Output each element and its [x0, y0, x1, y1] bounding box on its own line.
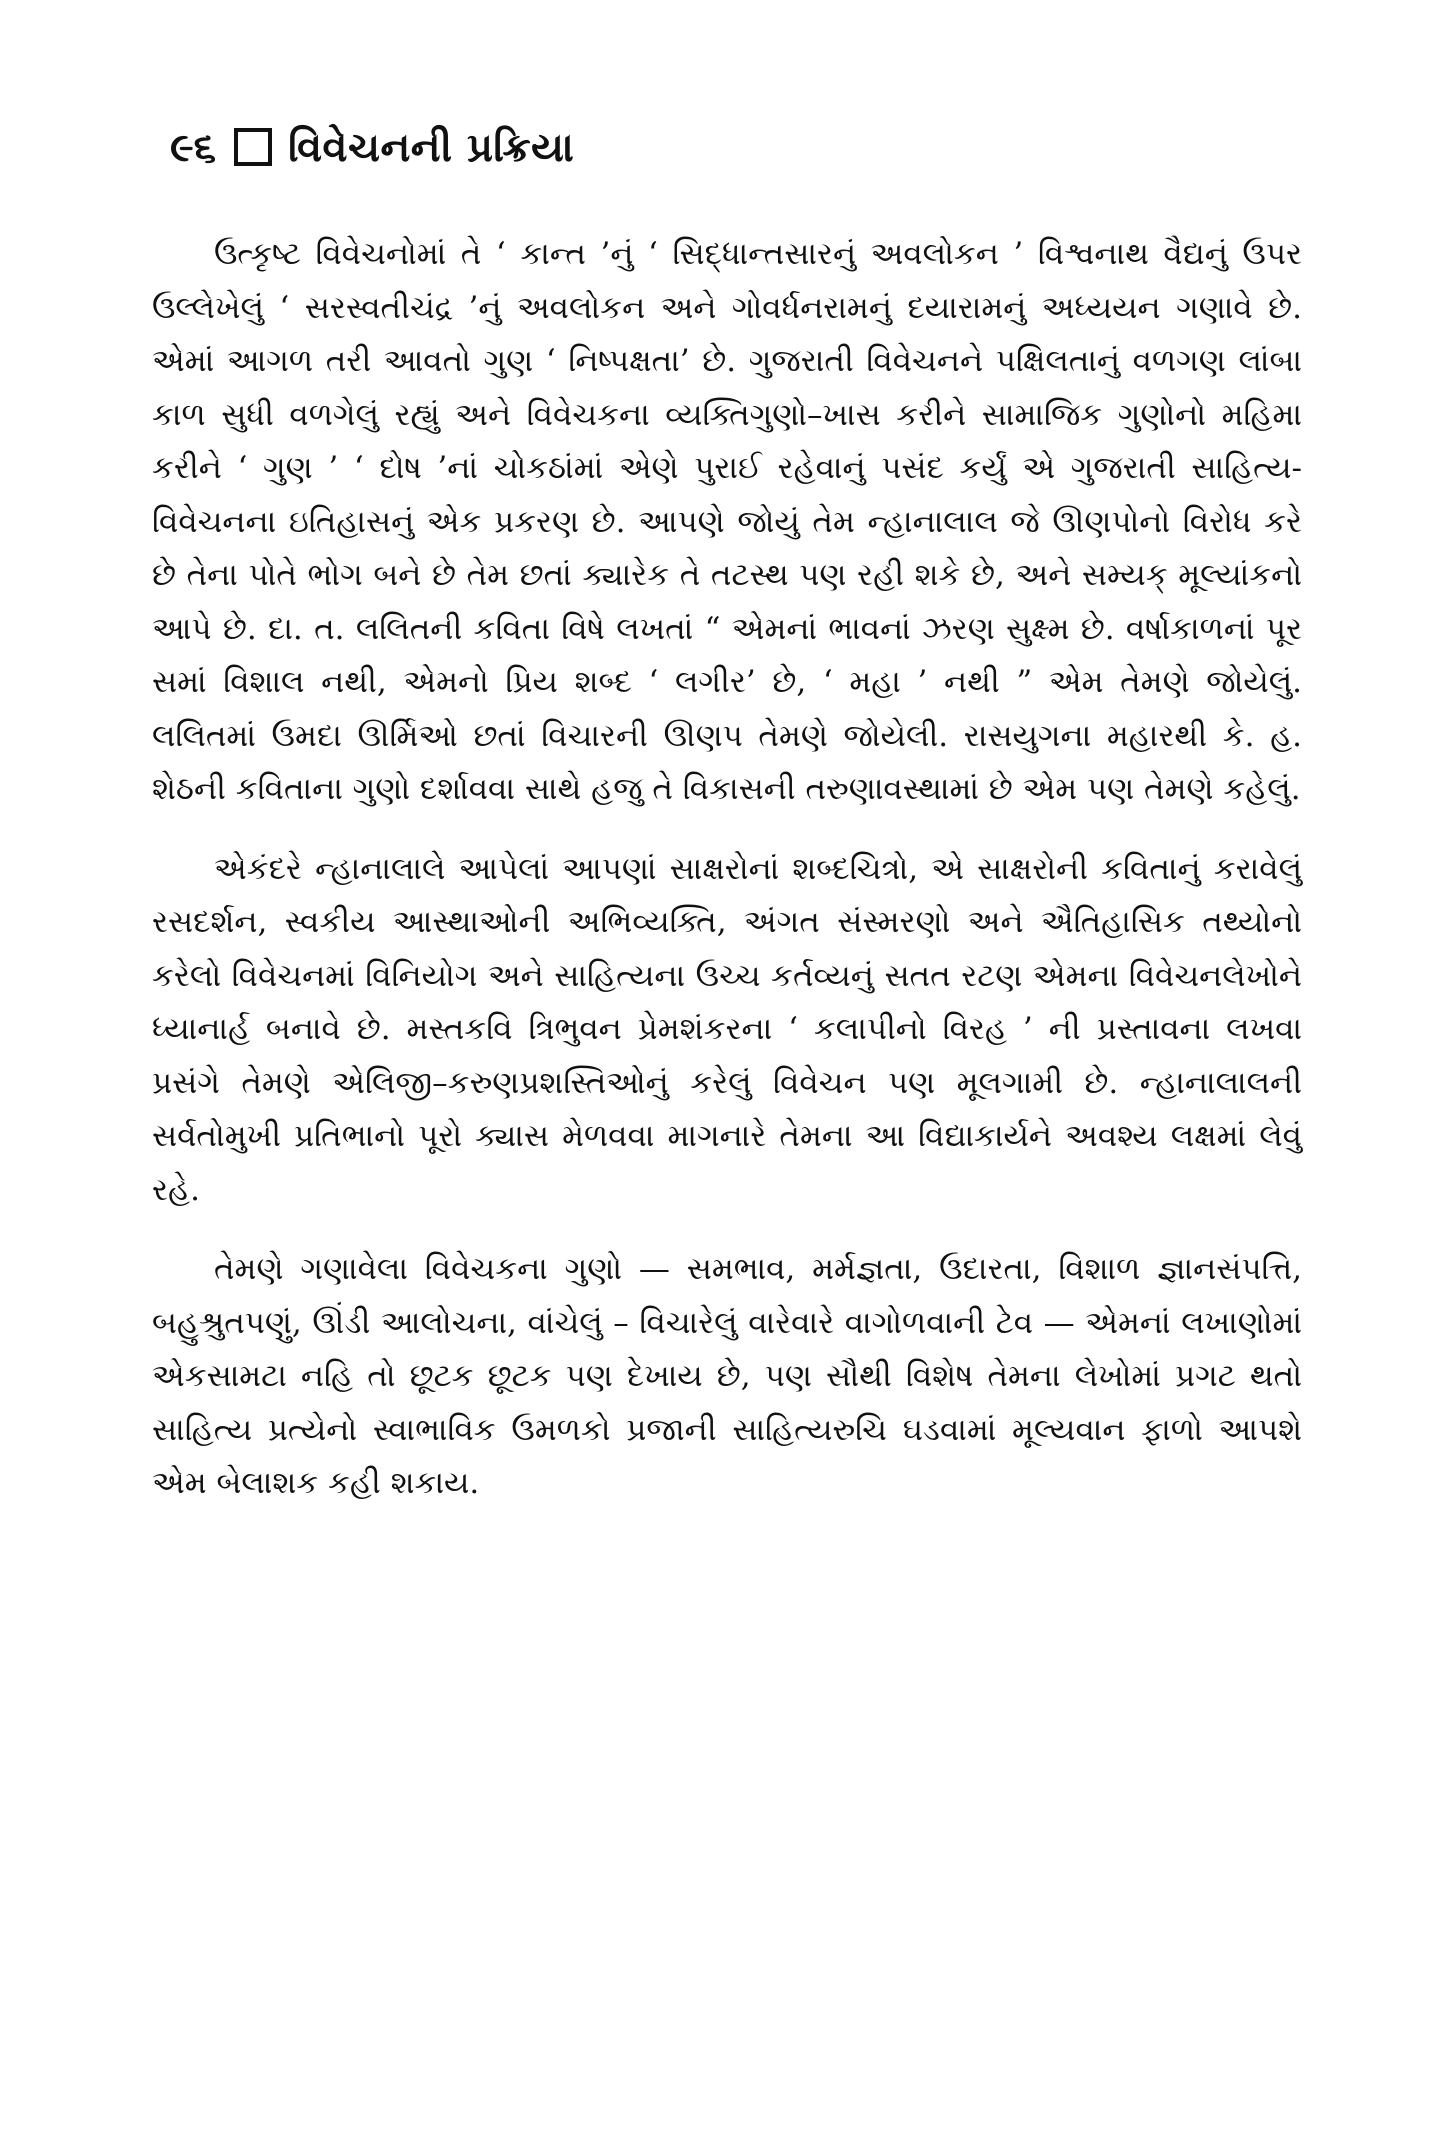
paragraph-3: તેમણે ગણાવેલા વિવેચકના ગુણો — સમભાવ, મર્મજ્ઞતા, ઉદારતા, વિશાળ જ્ઞાનસંપત્તિ, બહુશ્રુતપણું, ઊંડી આલોચના, વાંચેલું – વિચારેલું વારેવારે વાગોળવાની ટેવ — એમનાં લખાણોમાં એકસામટા નહિ તો છૂટક છૂટક પણ દેખાય છે, પણ સૌથી વિશેષ તેમના લેખોમાં પ્રગટ થતો સાહિત્ય પ્રત્યેનો સ્વાભાવિક ઉમળકો પ્રજાની સાહિત્યરુચિ ઘડવામાં મૂલ્યવાન ફાળો આપશે એમ બેલાશક કહી શકાય.	[152, 1251, 1302, 1501]
header-square-ornament	[234, 128, 272, 166]
paragraph-2: એકંદરે ન્હાનાલાલે આપેલાં આપણાં સાક્ષરોનાં શબ્દચિત્રો, એ સાક્ષરોની કવિતાનું કરાવેલું રસદર્શન, સ્વકીય આસ્થાઓની અભિવ્યક્તિ, અંગત સંસ્મરણો અને ઐતિહાસિક તથ્યોનો કરેલો વિવેચનમાં વિનિયોગ અને સાહિત્યના ઉચ્ચ કર્તવ્યનું સતત રટણ એમના વિવેચનલેખોને ધ્યાનાર્હ બનાવે છે. મસ્તકવિ ત્રિભુવન પ્રેમશંકરના ‘ કલાપીનો વિરહ ’ ની પ્રસ્તાવના લખવા પ્રસંગે તેમણે એલિજી–કરુણપ્રશસ્તિઓનું કરેલું વિવેચન પણ મૂલગામી છે. ન્હાનાલાલની સર્વતોમુખી પ્રતિભાનો પૂરો ક્યાસ મેળવવા માગનારે તેમના આ વિદ્યાકાર્યને અવશ્ય લક્ષમાં લેવું રહે.	[152, 850, 1302, 1208]
running-header	[152, 112, 1302, 182]
paragraph-1: ઉત્કૃષ્ટ વિવેચનોમાં તે ‘ કાન્ત ’નું ‘ સિદ્ધાન્તસારનું અવલોકન ’ વિશ્વનાથ વૈદ્યનું ઉપર ઉલ્લેખેલું ‘ સરસ્વતીચંદ્ર ’નું અવલોકન અને ગોવર્ધનરામનું દયારામનું અધ્યયન ગણાવે છે. એમાં આગળ તરી આવતો ગુણ ‘ નિષ્પક્ષતા’ છે. ગુજરાતી વિવેચનને પક્ષિલતાનું વળગણ લાંબા કાળ સુધી વળગેલું રહ્યું અને વિવેચકના વ્યક્તિગુણો–ખાસ કરીને સામાજિક ગુણોનો મહિમા કરીને ‘ ગુણ ’ ‘ દોષ ’નાં ચોકઠાંમાં એણે પુરાઈ રહેવાનું પસંદ કર્યું એ ગુજરાતી સાહિત્ય-વિવેચનના ઇતિહાસનું એક પ્રકરણ છે. આપણે જોયું તેમ ન્હાનાલાલ જે ઊણપોનો વિરોધ કરે છે તેના પોતે ભોગ બને છે તેમ છતાં ક્યારેક તે તટસ્થ પણ રહી શકે છે, અને સમ્યક્ મૂલ્યાંકનો આપે છે. દા. ત. લલિતની કવિતા વિષે લખતાં “ એમનાં ભાવનાં ઝરણ સુક્ષ્મ છે. વર્ષાકાળનાં પૂર સમાં વિશાલ નથી, એમનો પ્રિય શબ્દ ‘ લગીર’ છે, ‘ મહા ’ નથી ” એમ તેમણે જોયેલું. લલિતમાં ઉમદા ઊર્મિઓ છતાં વિચારની ઊણપ તેમણે જોયેલી. રાસયુગના મહારથી કે. હ. શેઠની કવિતાના ગુણો દર્શાવવા સાથે હજુ તે વિકાસની તરુણાવસ્થામાં છે એમ પણ તેમણે કહેલું.	[152, 236, 1302, 807]
page-number: ૯૬	[170, 123, 217, 171]
book-page	[152, 112, 1302, 1537]
running-title: વિવેચનની પ્રક્રિયા	[288, 123, 575, 171]
